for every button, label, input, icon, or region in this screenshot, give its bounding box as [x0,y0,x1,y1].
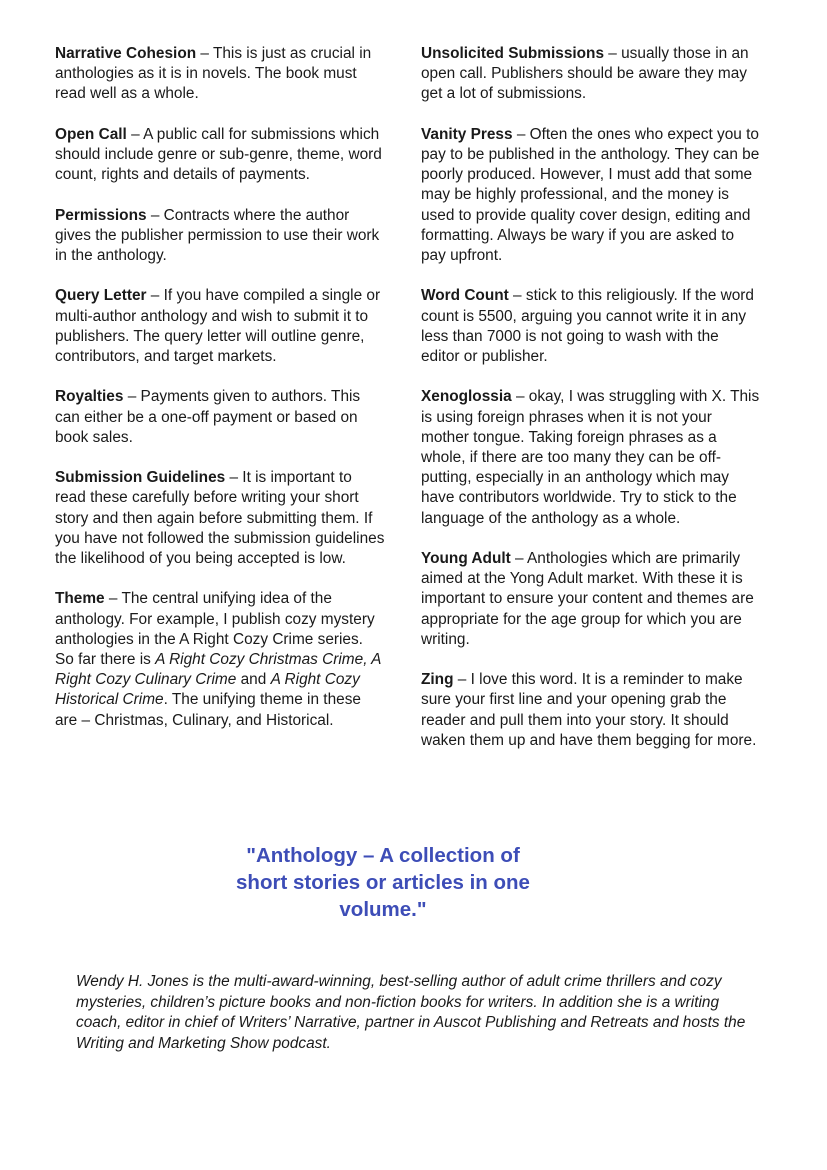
glossary-definition: – A public call for submissions which should include genre or sub-genre, theme, word count, rights and details of payments. [55,125,382,184]
glossary-term: Open Call [55,125,127,143]
glossary-entry [421,286,761,367]
glossary-definition: – I love this word. It is a reminder to make sure your first line and your opening grab the reader and pull them into your story. It should waken them up and have them begging for more. [421,671,757,749]
glossary-entry [55,125,385,186]
glossary-term: Unsolicited Submissions [421,45,605,62]
glossary-entry [421,125,761,266]
glossary-entry [55,286,385,367]
glossary-definition: – okay, I was struggling with X. This is using foreign phrases when it is not your mother tongue. Taking foreign phrases as a whole, if there are too many they can be off-putting, especially in an anthology which may have contributors worldwide. Try to stick to the language of the anthology as a whole. [421,388,760,527]
author-bio: Wendy H. Jones is the multi-award-winning, best-selling author of adult crime thrillers and cozy mysteries, children’s picture books and non-fiction books for writers. In addition she is a writing coach, editor in chief of Writers’ Narrative, partner in Auscot Publishing and Retreats and hosts the Writing and Marketing Show podcast. [76,973,746,1052]
glossary-entry [421,44,761,105]
glossary-definition: – Often the ones who expect you to pay to be published in the anthology. They can be poorly produced. However, I must add that some may be highly professional, and the money is used to provide quality cover design, editing and formatting. Always be wary if you are asked to pay upfront. [421,125,760,265]
glossary-term: Royalties [55,388,124,406]
glossary-term: Young Adult [421,550,511,568]
glossary-term: Xenoglossia [421,388,512,406]
glossary-entry [55,206,385,267]
glossary-definition: – stick to this religiously. If the word count is 5500, arguing you cannot write it in any less than 7000 is not going to wash with the editor or publisher. [421,287,754,366]
glossary-entry [55,387,385,448]
glossary-definition: – If you have compiled a single or multi-author anthology and wish to submit it to publishers. The query letter will outline genre, contributors, and target markets. [55,287,381,365]
glossary-term: Submission Guidelines [55,469,226,487]
glossary-definition: – The central unifying idea of the anthology. For example, I publish cozy mystery anthologies in the A Right Cozy Crime series. So far there is [55,590,375,668]
glossary-definition: . The unifying theme in these are – Christmas, Culinary, and Historical. [55,691,361,729]
glossary-term: Permissions [55,206,147,224]
glossary-definition: – Payments given to authors. This can either be a one-off payment or based on book sales. [55,388,361,446]
glossary-definition: – usually those in an open call. Publishers should be aware they may get a lot of submissions. [421,45,749,103]
glossary-entry [55,468,385,569]
glossary-term: Narrative Cohesion [55,45,197,62]
book-title: A Right Cozy Historical Crime [55,671,360,709]
glossary-term: Query Letter [55,287,147,305]
glossary-definition: and [236,671,271,689]
book-title: A Right Cozy Christmas Crime, A Right Cozy Culinary Crime [55,651,381,689]
glossary-term: Vanity Press [421,125,513,143]
glossary-term: Theme [55,590,105,608]
glossary-entry [55,589,385,730]
glossary-definition: – Contracts where the author gives the publisher permission to use their work in the anthology. [55,206,380,264]
glossary-left-column [55,44,385,751]
glossary-entry [421,387,761,528]
glossary-entry [55,44,385,105]
glossary-entry [421,549,761,650]
glossary-definition: – It is important to read these carefully before writing your short story and then again before submitting them. If you have not followed the submission guidelines the likelihood of you being accepted is low. [55,469,385,567]
glossary-term: Zing [421,671,454,689]
pull-quote: "Anthology – A collection of short stories or articles in one volume." [236,844,530,921]
glossary-entry [421,670,761,751]
glossary-right-column [421,44,761,771]
glossary-definition: – Anthologies which are primarily aimed at the Yong Adult market. With these it is important to ensure your content and themes are appropriate for the age group for which you are writing. [421,550,754,648]
glossary-term: Word Count [421,287,509,305]
glossary-definition: – This is just as crucial in anthologies as it is in novels. The book must read well as a whole. [55,45,372,103]
